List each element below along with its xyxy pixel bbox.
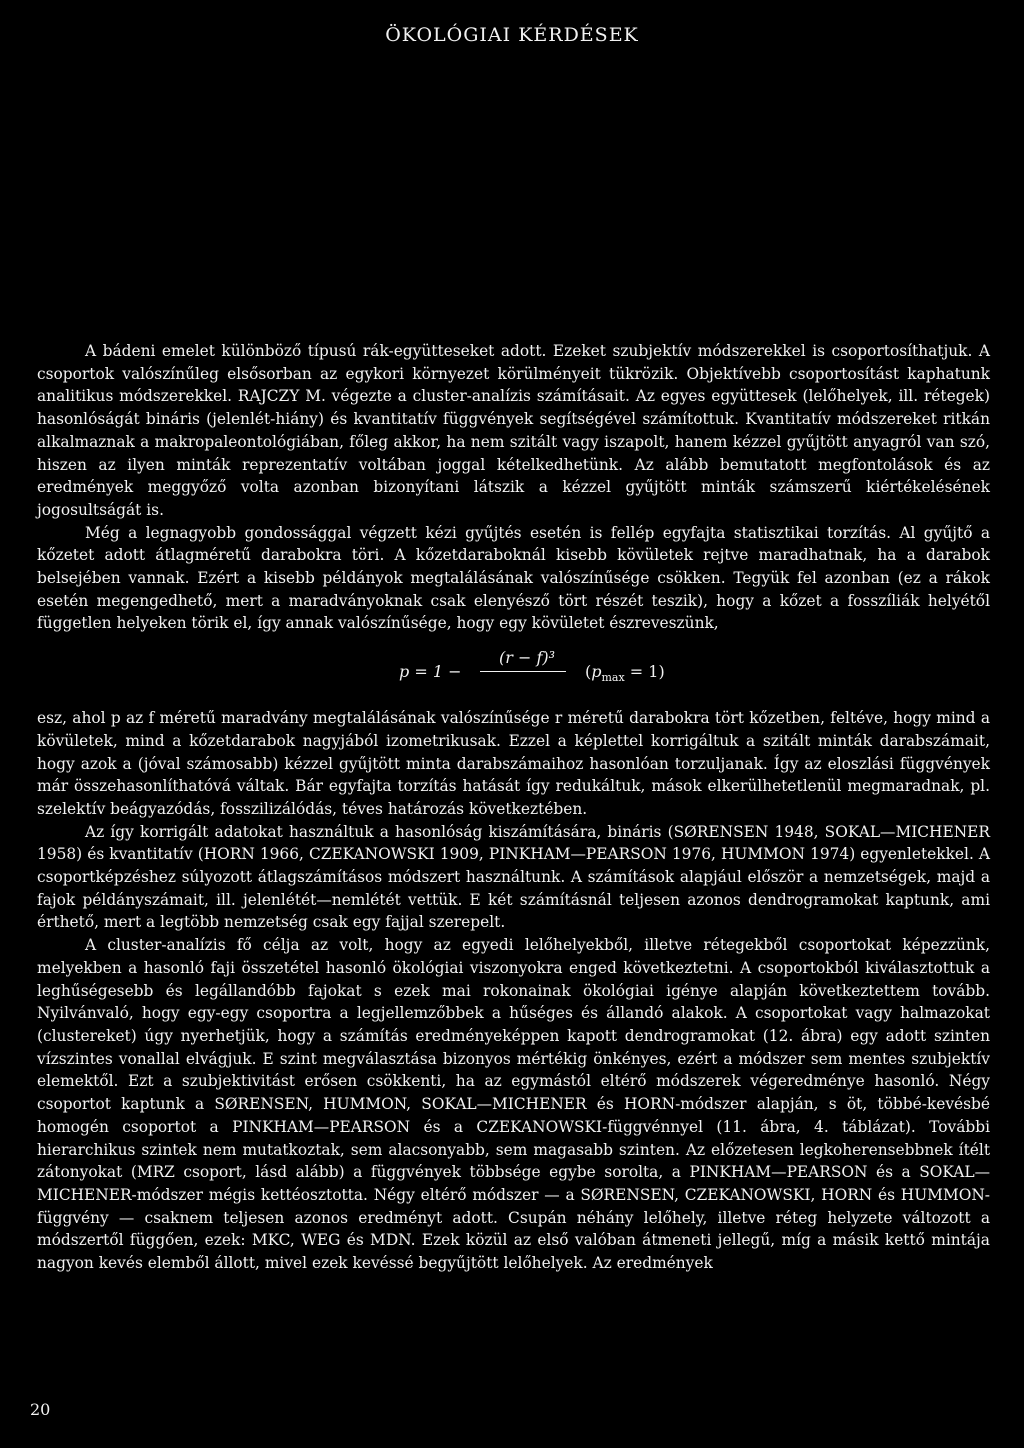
paragraph-4: Az így korrigált adatokat használtuk a hasonlóság kiszámítására, bináris (SØRENSEN 1948, SOKAL—MICHENER 1958) és kvantitatív (HORN 1966, CZEKANOWSKI 1909, PINKHAM—PEARSON 1976, HUMMON 1974) egyenletekkel. A csoportképzéshez súlyozott átlagszámításos módszert használtunk. A számítások alapjául először a nemzetségek, majd a fajok példányszámait, ill. jelenlétét—nemlétét vettük. E két számításnál teljesen azonos dendrogramokat kaptunk, ami érthető, mert a legtöbb nemzetség csak egy fajjal szerepelt. <box>37 822 990 932</box>
paragraph-2: Még a legnagyobb gondossággal végzett kézi gyűjtés esetén is fellép egyfajta statisztikai torzítás. Al gyűjtő a kőzetet adott átlagméretű darabokra töri. A kőzetdaraboknál kisebb kövületek rejtve maradhatnak, ha a darabok belsejében vannak. Ezért a kisebb példányok megtalálásának valószínűsége csökken. Tegyük fel azonban (ez a rákok esetén megengedhető, mert a maradványoknak csak elenyésző tört részét teszik), hogy a kőzet a fosszíliák helyétől független helyeken törik el, így annak valószínűsége, hogy egy kövületet észreveszünk, <box>37 523 990 633</box>
paragraph-1: A bádeni emelet különböző típusú rák-együtteseket adott. Ezeket szubjektív módszerekkel is csoportosíthatjuk. A csoportok valószínűleg elsősorban az egykori környezet körülményeit tükrözik. Objektívebb csoportosítást kaphatunk analitikus módszerekkel. RAJCZY M. végezte a cluster-analízis számításait. Az egyes együttesek (lelőhelyek, ill. rétegek) hasonlóságát bináris (jelenlét-hiány) és kvantitatív függvények segítségével számítottuk. Kvantitatív módszereket ritkán alkalmaznak a makropaleontológiában, főleg akkor, ha nem szitált vagy iszapolt, hanem kézzel gyűjtött anyagról van szó, hiszen az ilyen minták reprezentatív voltában joggal kételkedhetünk. Az alább bemutatott megfontolások és az eredmények meggyőző volta azonban bizonyítani látszik a kézzel gyűjtött minták számszerű kiértékelésének jogosultságát is. <box>37 342 990 519</box>
fraction-bar <box>480 671 566 672</box>
paragraph-3: esz, ahol p az f méretű maradvány megtalálásának valószínűsége r méretű darabokra tört kőzetben, feltéve, hogy mind a kövületek, mind a kőzetdarabok nagyjából izometrikusak. Ezzel a képlettel korrigáltuk a szitált minták darabszámait, hogy azok a (jóval számosabb) kézzel gyűjtött minta darabszámaihoz hasonlóan torzuljanak. Így az eloszlási függvények már összehasonlíthatóvá váltak. Bár egyfajta torzítás hatását így redukáltuk, mások elkerülhetetlenül megmaradnak, pl. szelektív beágyazódás, fosszilizálódás, téves határozás következtében. <box>37 709 990 818</box>
formula-condition: $(p_{max} = 1)$ <box>585 662 665 685</box>
probability-formula <box>37 637 990 701</box>
paragraph-5: A cluster-analízis fő célja az volt, hogy az egyedi lelőhelyekből, illetve rétegekből csoportokat képezzünk, melyekben a hasonló faji összetétel hasonló ökológiai viszonyokra enged következtetni. A csoportokból kiválasztottuk a leghűségesebb és legállandóbb fajokat s ezek mai rokonainak ökológiai igénye alapján következtettem tovább. Nyilvánvaló, hogy egy-egy csoportra a legjellemzőbbek a hűséges és állandó alakok. A csoportokat vagy halmazokat (clustereket) úgy nyerhetjük, hogy a számítás eredményeképpen kapott dendrogramokat (12. ábra) egy adott szinten vízszintes vonallal elvágjuk. E szint megválasztása bizonyos mértékig önkényes, ezért a módszer sem mentes szubjektív elemektől. Ezt a szubjektivitást erősen csökkenti, ha az egymástól eltérő módszerek végeredménye hasonló. Négy csoportot kaptunk a SØRENSEN, HUMMON, SOKAL—MICHENER és HORN-módszer alapján, s öt, többé-kevésbé homogén csoportot a PINKHAM—PEARSON és a CZEKANOWSKI-függvénnyel (11. ábra, 4. táblázat). További hierarchikus szintek nem mutatkoztak, sem alacsonyabb, sem magasabb szinten. Az előzetesen legkoherensebbnek ítélt zátonyokat (MRZ csoport, lásd alább) a függvények többsége egybe sorolta, a PINKHAM—PEARSON és a SOKAL—MICHENER-módszer mégis kettéosztotta. Négy eltérő módszer — a SØRENSEN, CZEKANOWSKI, HORN és HUMMON-függvény — csaknem teljesen azonos eredményt adott. Csupán néhány lelőhely, illetve réteg helyzete változott a módszertől függően, ezek: MKC, WEG és MDN. Ezek közül az első valóban átmeneti jellegű, míg a másik kettő mintája nagyon kevés elemből állott, mivel ezek kevéssé begyűjtött lelőhelyek. Az eredmények <box>37 936 990 1273</box>
page-number: 20 <box>30 1400 51 1419</box>
body-text <box>37 340 990 1275</box>
formula-numerator: (r − f)³ <box>499 648 556 668</box>
running-header: ÖKOLÓGIAI KÉRDÉSEK <box>385 24 639 46</box>
formula-lhs: p = 1 − <box>399 662 462 682</box>
